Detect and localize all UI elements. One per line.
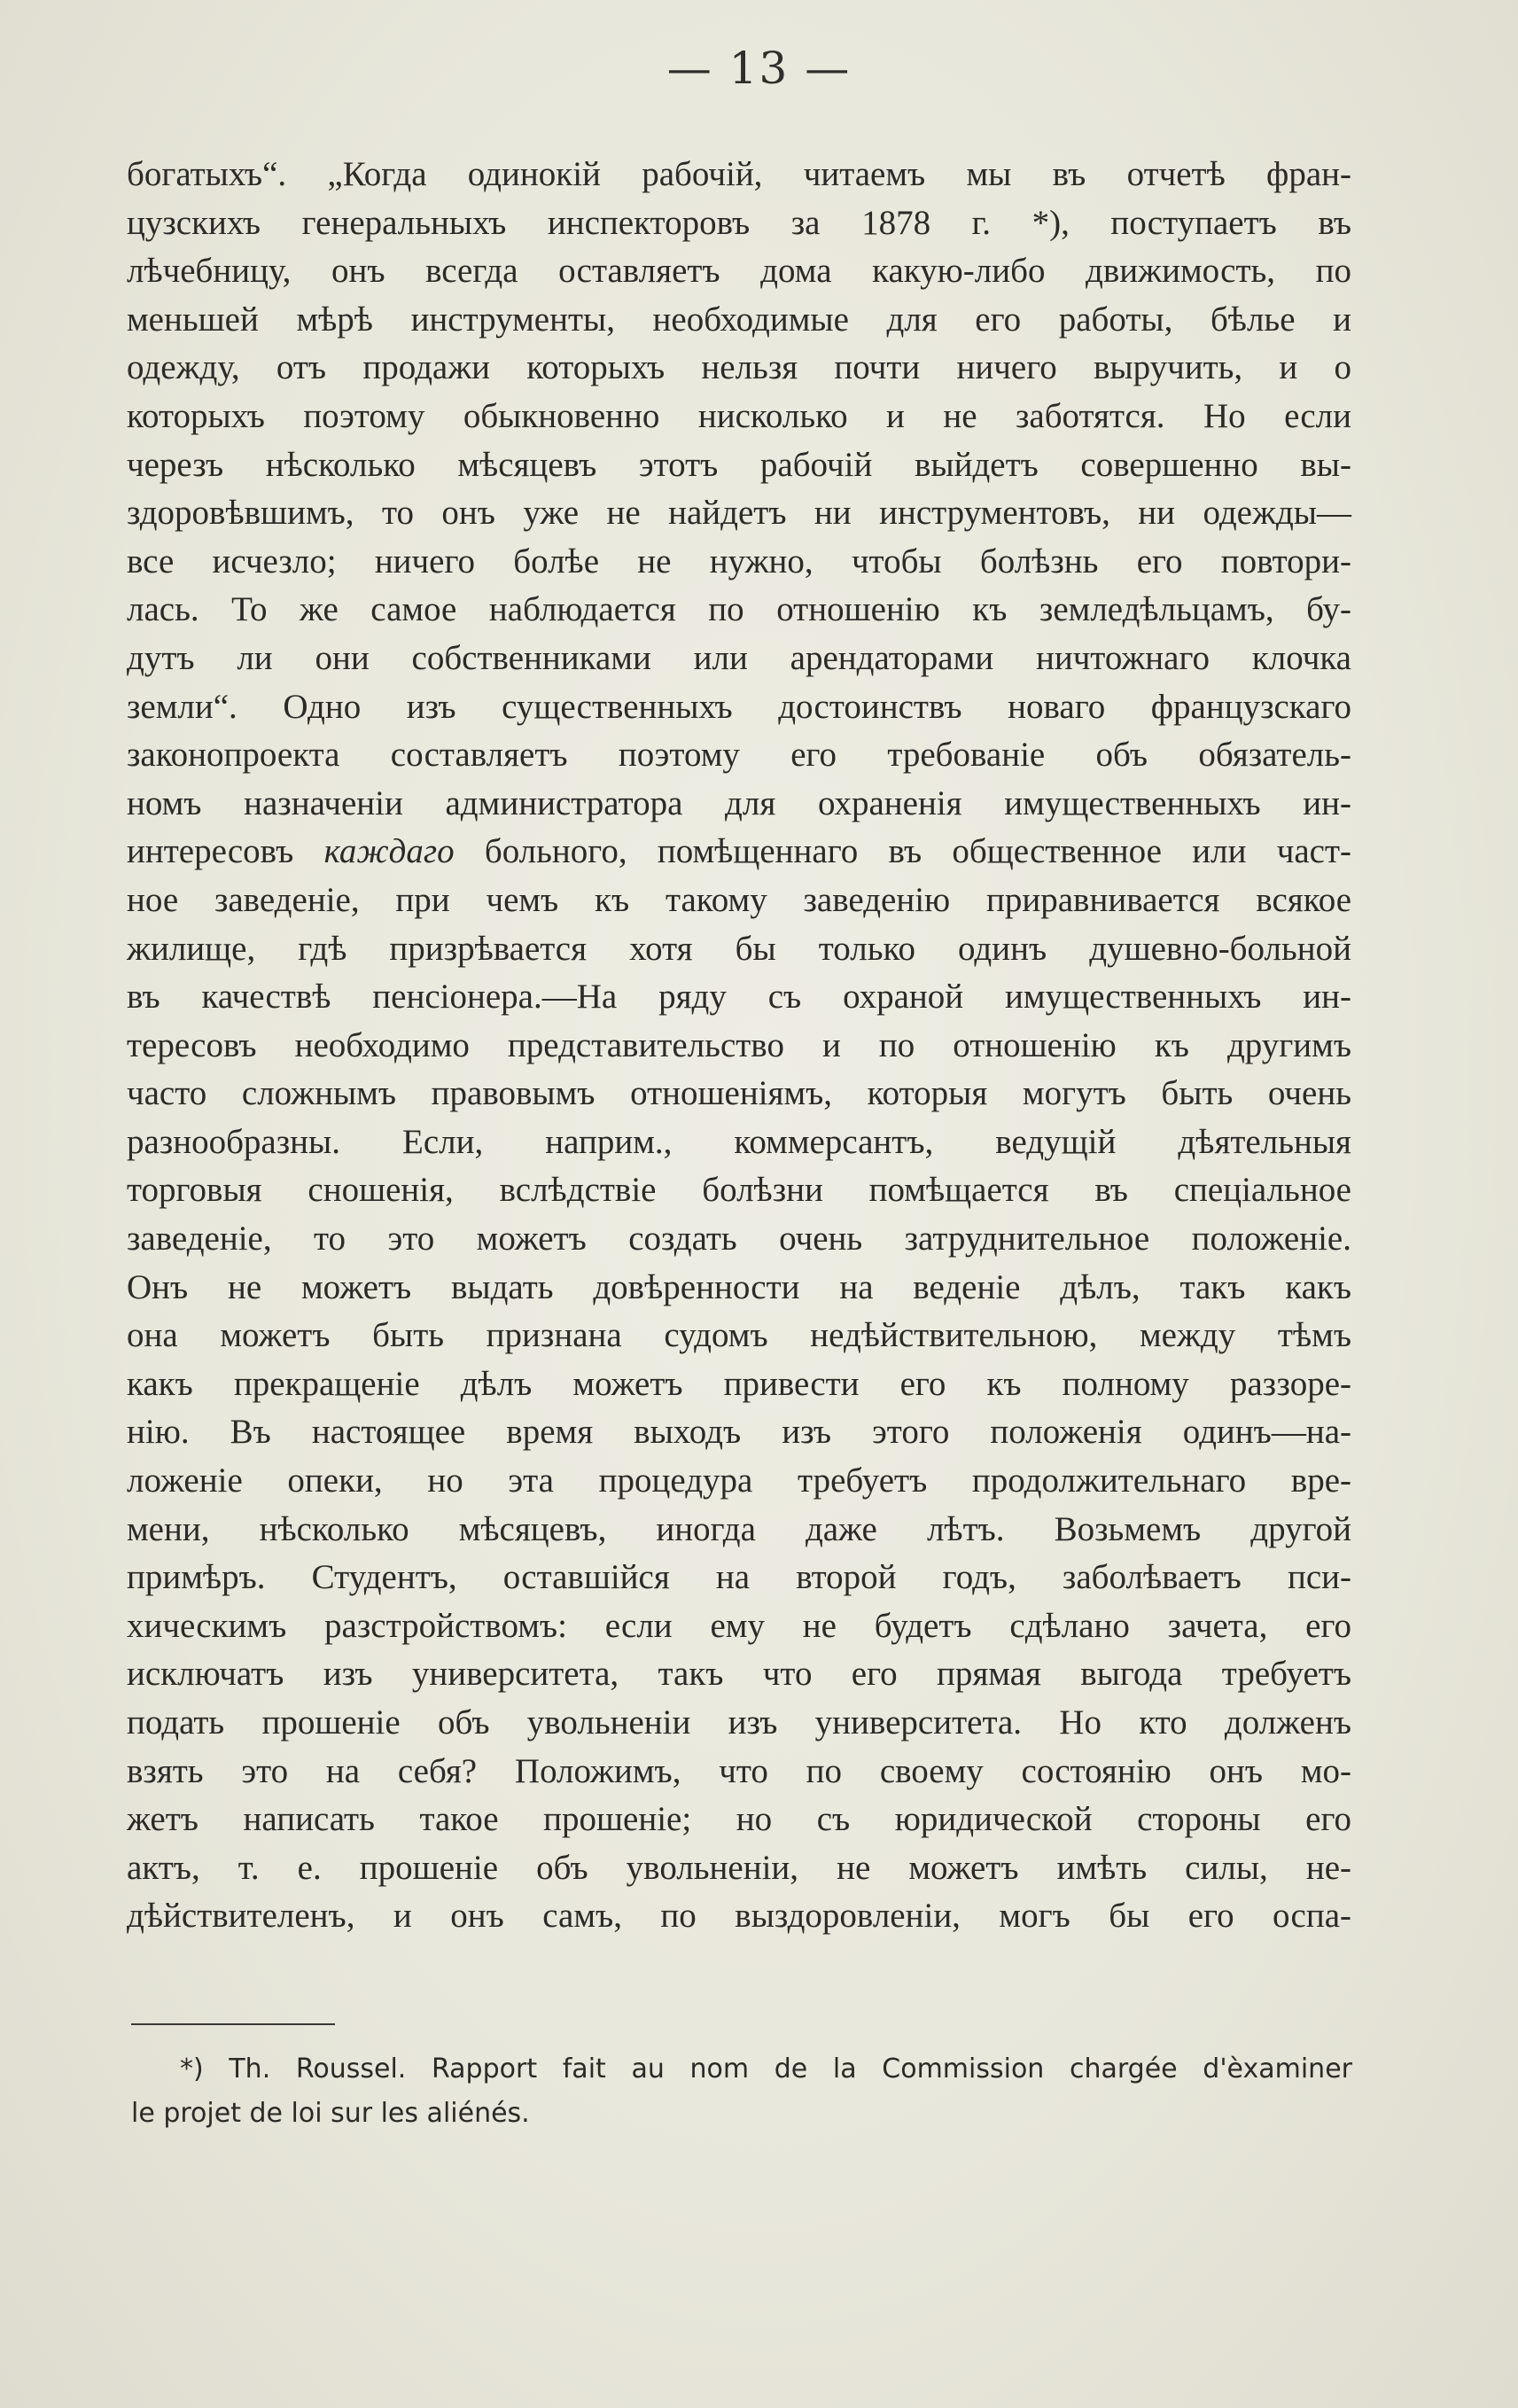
footnote <box>131 2047 1352 2136</box>
text-line: торговыя сношенія, вслѣдствіе болѣзни помѣщается въ спеціальное <box>127 1171 1351 1210</box>
text-line: мени, нѣсколько мѣсяцевъ, иногда даже лѣтъ. Возьмемъ другой <box>127 1509 1351 1548</box>
text-line: законопроекта составляетъ поэтому его требованіе объ обязатель- <box>127 736 1351 775</box>
text-line: земли“. Одно изъ существенныхъ достоинствъ новаго французскаго <box>127 687 1351 726</box>
text-line: жилище, гдѣ призрѣвается хотя бы только одинъ душевно-больной <box>127 929 1351 968</box>
text-line: какъ прекращеніе дѣлъ можетъ привести его къ полному раззоре- <box>127 1364 1351 1403</box>
text-line: интересовъ каждаго больного, помѣщеннаго въ общественное или част- <box>127 832 1351 871</box>
text-line: взять это на себя? Положимъ, что по своему состоянію онъ мо- <box>127 1751 1351 1790</box>
text-line: меньшей мѣрѣ инструменты, необходимые для его работы, бѣлье и <box>127 300 1351 339</box>
text-line: жетъ написать такое прошеніе; но съ юридической стороны его <box>127 1800 1351 1839</box>
text-line: богатыхъ“. „Когда одинокій рабочій, читаемъ мы въ отчетѣ фран- <box>127 155 1351 193</box>
body-text <box>127 151 1351 1941</box>
text-line: исключатъ изъ университета, такъ что его прямая выгода требуетъ <box>127 1655 1351 1694</box>
text-line: дутъ ли они собственниками или арендаторами ничтожнаго клочка <box>127 638 1351 677</box>
text-line: лась. То же самое наблюдается по отношенію къ земледѣльцамъ, бу- <box>127 590 1351 629</box>
italic-word: каждаго <box>323 832 455 871</box>
text-line: въ качествѣ пенсіонера.—На ряду съ охраной имущественныхъ ин- <box>127 978 1351 1017</box>
text-line: которыхъ поэтому обыкновенно нисколько и не заботятся. Но если <box>127 396 1351 435</box>
text-line: нію. Въ настоящее время выходъ изъ этого положенія одинъ—на- <box>127 1413 1351 1452</box>
text-line: тересовъ необходимо представительство и по отношенію къ другимъ <box>127 1025 1351 1064</box>
text-line: цузскихъ генеральныхъ инспекторовъ за 1878 г. *), поступаетъ въ <box>127 203 1351 242</box>
text-line: черезъ нѣсколько мѣсяцевъ этотъ рабочій выйдетъ совершенно вы- <box>127 445 1351 484</box>
text-line: часто сложнымъ правовымъ отношеніямъ, которыя могутъ быть очень <box>127 1074 1351 1113</box>
text-line: Онъ не можетъ выдать довѣренности на веденіе дѣлъ, такъ какъ <box>127 1267 1351 1306</box>
footnote-divider <box>131 2023 335 2025</box>
text-line: заведеніе, то это можетъ создать очень затруднительное положеніе. <box>127 1220 1351 1259</box>
text-line: номъ назначеніи администратора для охраненія имущественныхъ ин- <box>127 783 1351 822</box>
text-line: разнообразны. Если, наприм., коммерсантъ, ведущій дѣятельныя <box>127 1122 1351 1161</box>
text-line: дѣйствителенъ, и онъ самъ, по выздоровленіи, могъ бы его оспа- <box>127 1897 1351 1936</box>
text-line: одежду, отъ продажи которыхъ нельзя почти ничего выручить, и о <box>127 348 1351 387</box>
text-line: хическимъ разстройствомъ: если ему не будетъ сдѣлано зачета, его <box>127 1606 1351 1645</box>
text-line: подать прошеніе объ увольненіи изъ университета. Но кто долженъ <box>127 1703 1351 1742</box>
text-line: ное заведеніе, при чемъ къ такому заведенію приравнивается всякое <box>127 880 1351 919</box>
text-line: она можетъ быть признана судомъ недѣйствительною, между тѣмъ <box>127 1316 1351 1355</box>
footnote-line: le projet de loi sur les aliénés. <box>131 2098 530 2129</box>
page-number: — 13 — <box>666 43 852 94</box>
text-line: лѣчебницу, онъ всегда оставляетъ дома какую-либо движимость, по <box>127 252 1351 291</box>
text-line: примѣръ. Студентъ, оставшійся на второй годъ, заболѣваетъ пси- <box>127 1558 1351 1597</box>
footnote-line: *) Th. Roussel. Rapport fait au nom de la Commission chargée d'èxaminer <box>180 2053 1352 2085</box>
text-line: актъ, т. е. прошеніе объ увольненіи, не можетъ имѣть силы, не- <box>127 1848 1351 1887</box>
text-line: здоровѣвшимъ, то онъ уже не найдетъ ни инструментовъ, ни одежды— <box>127 494 1351 533</box>
text-line: ложеніе опеки, но эта процедура требуетъ продолжительнаго вре- <box>127 1461 1351 1500</box>
text-line: все исчезло; ничего болѣе не нужно, чтобы болѣзнь его повтори- <box>127 542 1351 581</box>
